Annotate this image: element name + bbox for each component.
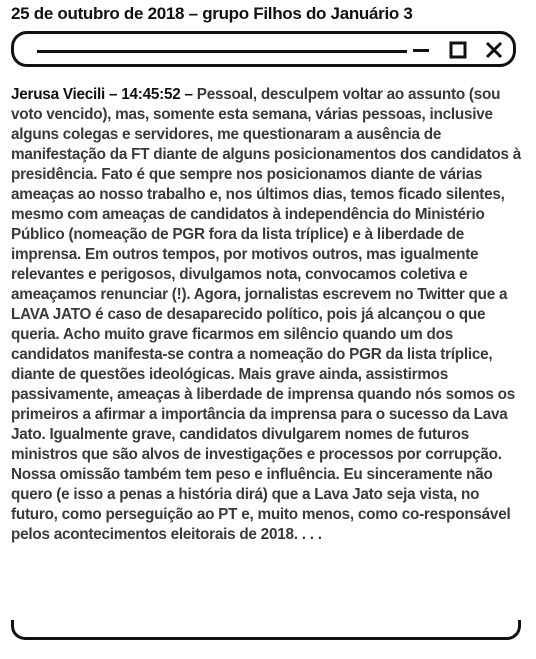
close-icon [484, 40, 504, 60]
window-bottom-frame [11, 620, 521, 640]
chat-message [11, 85, 523, 545]
window-title-bar [11, 31, 516, 67]
message-author-timestamp: Jerusa Viecili – 14:45:52 – [11, 86, 193, 103]
message-text: Pessoal, desculpem voltar ao assunto (sou voto vencido), mas, somente esta semana, várias pessoas, inclusive alguns colegas e servidores, me questionaram a ausência de manifestação da FT diante de alguns posicionamentos dos candidatos à presidência. Fato é que sempre nos posicionamos diante de várias ameaças ao nosso trabalho e, nos últimos dias, temos ficado silentes, mesmo com ameaças de candidatos à independência do Ministério Público (nomeação de PGR fora da lista tríplice) e à liberdade de imprensa. Em outros tempos, por motivos outros, mas igualmente relevantes e perigosos, divulgamos nota, convocamos coletiva e ameaçamos renunciar (!). Agora, jornalistas escrevem no Twitter que a LAVA JATO é caso de desaparecido político, pois já alcançou o que queria. Acho muito grave ficarmos em silêncio quando um dos candidatos manifesta-se contra a nomeação do PGR da lista tríplice, diante de questões ideológicas. Mais grave ainda, assistirmos passivamente, ameaças à liberdade de imprensa quando nós somos os primeiros a afirmar a importância da imprensa para o sucesso da Lava Jato. Igualmente grave, candidatos divulgarem nomes de futuros ministros que são alvos de investigações e processos por corrupção. Nossa omissão também tem peso e influência. Eu sinceramente não quero (e isso a penas a história dirá) que a Lava Jato seja vista, no futuro, como perseguição ao PT e, muito menos, como co-responsável pelos acontecimentos eleitorais de 2018. . . . [11, 86, 522, 543]
maximize-button[interactable] [448, 40, 468, 60]
minimize-button[interactable] [411, 40, 431, 60]
close-button[interactable] [484, 40, 504, 60]
minimize-icon [411, 40, 431, 60]
title-bar-rule [37, 50, 407, 53]
page-title: 25 de outubro de 2018 – grupo Filhos do Januário 3 [11, 4, 413, 23]
maximize-icon [448, 40, 468, 60]
